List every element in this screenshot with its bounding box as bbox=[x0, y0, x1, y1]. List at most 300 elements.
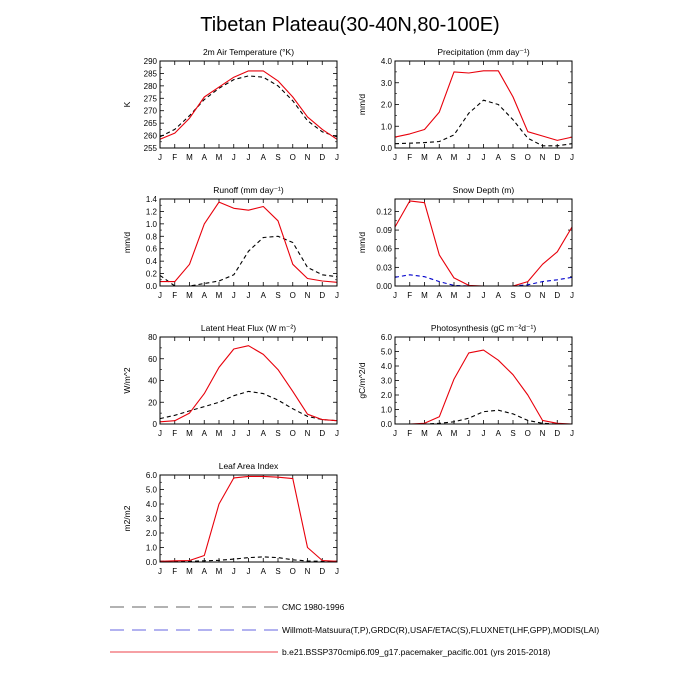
y-tick-label: 0 bbox=[152, 420, 157, 429]
y-tick-label: 0.00 bbox=[376, 282, 392, 291]
y-tick-label: 2.0 bbox=[380, 100, 392, 110]
x-tick-label: O bbox=[289, 567, 296, 576]
data-point bbox=[527, 394, 529, 396]
x-tick-label: M bbox=[215, 567, 223, 576]
x-tick-label: D bbox=[319, 567, 326, 576]
x-tick-label: A bbox=[495, 429, 501, 438]
data-point bbox=[556, 145, 558, 147]
data-point bbox=[409, 133, 411, 135]
data-point bbox=[483, 99, 485, 101]
x-tick-label: A bbox=[260, 153, 266, 162]
data-point bbox=[438, 416, 440, 418]
data-point bbox=[438, 254, 440, 256]
data-point bbox=[203, 555, 205, 557]
y-tick-label: 0.8 bbox=[145, 232, 157, 242]
x-tick-label: J bbox=[246, 429, 251, 438]
x-tick-label: M bbox=[450, 153, 458, 162]
data-point bbox=[203, 283, 205, 285]
data-point bbox=[512, 413, 514, 415]
data-point bbox=[321, 131, 323, 133]
data-point bbox=[307, 116, 309, 118]
x-tick-label: N bbox=[304, 567, 311, 576]
x-tick-label: N bbox=[304, 153, 311, 162]
data-point bbox=[277, 85, 279, 87]
data-point bbox=[512, 374, 514, 376]
x-tick-label: M bbox=[421, 429, 428, 438]
y-tick-label: 20 bbox=[148, 398, 157, 408]
data-point bbox=[292, 242, 294, 244]
plot-frame bbox=[160, 337, 337, 424]
data-point bbox=[424, 129, 426, 131]
x-tick-label: A bbox=[436, 429, 442, 438]
x-tick-label: J bbox=[393, 291, 397, 300]
chart-panel bbox=[122, 323, 339, 438]
x-tick-label: D bbox=[554, 429, 561, 438]
chart-panel bbox=[122, 461, 339, 576]
data-point bbox=[218, 367, 220, 369]
data-point bbox=[277, 399, 279, 401]
x-tick-label: J bbox=[570, 291, 574, 300]
y-tick-label: 3.0 bbox=[380, 376, 392, 386]
y-tick-label: 3.0 bbox=[145, 514, 157, 524]
data-point bbox=[468, 112, 470, 114]
y-tick-label: 1.0 bbox=[145, 543, 157, 553]
data-point bbox=[262, 556, 264, 558]
y-tick-label: 0.0 bbox=[145, 282, 157, 291]
data-point bbox=[262, 70, 264, 72]
data-point bbox=[189, 117, 191, 119]
data-point bbox=[556, 279, 558, 281]
data-point bbox=[453, 71, 455, 73]
x-tick-label: F bbox=[407, 291, 413, 300]
x-tick-label: D bbox=[554, 153, 561, 162]
x-tick-label: N bbox=[539, 429, 546, 438]
data-point bbox=[262, 237, 264, 239]
data-point bbox=[277, 369, 279, 371]
x-tick-label: F bbox=[172, 291, 178, 300]
y-tick-label: 6.0 bbox=[380, 333, 392, 342]
x-tick-label: J bbox=[231, 291, 236, 300]
data-point bbox=[556, 139, 558, 141]
y-tick-label: 40 bbox=[148, 376, 157, 386]
x-tick-label: A bbox=[436, 153, 442, 162]
data-point bbox=[233, 477, 235, 479]
series-line bbox=[160, 76, 337, 137]
y-tick-label: 0.12 bbox=[376, 207, 392, 217]
data-point bbox=[189, 560, 191, 562]
data-point bbox=[321, 280, 323, 282]
x-tick-label: D bbox=[319, 429, 326, 438]
y-tick-label: 4.0 bbox=[380, 362, 392, 371]
data-point bbox=[542, 135, 544, 137]
data-point bbox=[512, 119, 514, 121]
data-point bbox=[483, 349, 485, 351]
data-point bbox=[218, 503, 220, 505]
data-point bbox=[468, 417, 470, 419]
data-point bbox=[307, 120, 309, 122]
y-tick-label: 6.0 bbox=[145, 471, 157, 480]
plot-frame bbox=[160, 199, 337, 286]
x-tick-label: A bbox=[436, 291, 442, 300]
x-tick-label: M bbox=[215, 291, 223, 300]
legend-label: CMC 1980-1996 bbox=[282, 602, 345, 612]
x-tick-label: J bbox=[570, 153, 574, 162]
y-axis-label: W/m^2 bbox=[122, 367, 132, 394]
data-point bbox=[307, 413, 309, 415]
y-tick-label: 1.2 bbox=[145, 207, 157, 217]
data-point bbox=[542, 263, 544, 265]
y-tick-label: 80 bbox=[148, 333, 157, 342]
data-point bbox=[453, 134, 455, 136]
data-point bbox=[233, 274, 235, 276]
data-point bbox=[203, 96, 205, 98]
data-point bbox=[483, 70, 485, 72]
data-point bbox=[424, 202, 426, 204]
panel-title: Snow Depth (m) bbox=[452, 185, 515, 195]
x-tick-label: J bbox=[231, 153, 236, 162]
data-point bbox=[189, 115, 191, 117]
x-tick-label: J bbox=[231, 429, 236, 438]
data-point bbox=[233, 395, 235, 397]
x-tick-label: J bbox=[246, 153, 251, 162]
data-point bbox=[542, 419, 544, 421]
x-tick-label: D bbox=[319, 153, 326, 162]
data-point bbox=[248, 476, 250, 478]
y-tick-label: 1.0 bbox=[380, 405, 392, 415]
series-line bbox=[160, 476, 337, 561]
y-tick-label: 2.0 bbox=[380, 391, 392, 400]
y-tick-label: 275 bbox=[143, 94, 157, 104]
data-point bbox=[497, 359, 499, 361]
x-tick-label: O bbox=[524, 429, 531, 438]
x-tick-label: J bbox=[481, 153, 486, 162]
plot-frame bbox=[395, 61, 572, 148]
series-line bbox=[160, 71, 337, 139]
x-tick-label: J bbox=[158, 567, 162, 576]
data-point bbox=[277, 220, 279, 222]
data-point bbox=[233, 76, 235, 78]
data-point bbox=[233, 207, 235, 209]
x-tick-label: S bbox=[275, 429, 281, 438]
data-point bbox=[248, 345, 250, 347]
x-tick-label: N bbox=[539, 153, 546, 162]
chart-panel bbox=[122, 47, 339, 162]
data-point bbox=[277, 235, 279, 237]
x-tick-label: M bbox=[215, 153, 223, 162]
data-point bbox=[174, 132, 176, 134]
plot-frame bbox=[160, 61, 337, 148]
data-point bbox=[248, 75, 250, 77]
data-point bbox=[292, 478, 294, 480]
x-tick-label: N bbox=[304, 291, 311, 300]
x-tick-label: J bbox=[393, 153, 397, 162]
x-tick-label: A bbox=[201, 291, 207, 300]
x-tick-label: J bbox=[158, 153, 162, 162]
data-point bbox=[248, 70, 250, 72]
data-point bbox=[248, 209, 250, 211]
data-point bbox=[438, 111, 440, 113]
y-tick-label: 0.03 bbox=[376, 263, 392, 273]
data-point bbox=[174, 420, 176, 422]
x-tick-label: M bbox=[450, 429, 458, 438]
x-tick-label: J bbox=[466, 291, 471, 300]
x-tick-label: S bbox=[275, 291, 281, 300]
x-tick-label: M bbox=[450, 291, 458, 300]
y-tick-label: 0.09 bbox=[376, 226, 392, 236]
x-tick-label: J bbox=[158, 291, 162, 300]
data-point bbox=[453, 277, 455, 279]
x-tick-label: A bbox=[260, 567, 266, 576]
series-line bbox=[395, 201, 572, 286]
data-point bbox=[292, 390, 294, 392]
y-axis-label: mm/d bbox=[357, 231, 367, 254]
data-point bbox=[262, 476, 264, 478]
data-point bbox=[307, 278, 309, 280]
data-point bbox=[174, 560, 176, 562]
data-point bbox=[262, 76, 264, 78]
data-point bbox=[233, 558, 235, 560]
x-tick-label: J bbox=[335, 291, 339, 300]
y-tick-label: 4.0 bbox=[380, 57, 392, 66]
data-point bbox=[292, 100, 294, 102]
x-tick-label: F bbox=[172, 567, 178, 576]
panel-title: Precipitation (mm day⁻¹) bbox=[437, 47, 530, 57]
x-tick-label: J bbox=[335, 429, 339, 438]
y-tick-label: 0.0 bbox=[380, 144, 392, 153]
series-line bbox=[395, 71, 572, 141]
y-tick-label: 255 bbox=[143, 144, 157, 153]
data-point bbox=[218, 401, 220, 403]
y-tick-label: 0.4 bbox=[145, 257, 157, 267]
x-tick-label: N bbox=[304, 429, 311, 438]
x-tick-label: S bbox=[510, 291, 516, 300]
data-point bbox=[277, 476, 279, 478]
series-line bbox=[160, 391, 337, 420]
panel-title: Leaf Area Index bbox=[218, 461, 279, 471]
data-point bbox=[292, 559, 294, 561]
series-line bbox=[395, 350, 572, 424]
panel-title: Latent Heat Flux (W m⁻²) bbox=[200, 323, 297, 333]
x-tick-label: M bbox=[186, 429, 193, 438]
x-tick-label: J bbox=[158, 429, 162, 438]
x-tick-label: A bbox=[260, 291, 266, 300]
y-tick-label: 3.0 bbox=[380, 78, 392, 88]
y-tick-label: 285 bbox=[143, 69, 157, 79]
data-point bbox=[527, 137, 529, 139]
x-tick-label: M bbox=[421, 291, 428, 300]
data-point bbox=[527, 281, 529, 283]
y-tick-label: 0.0 bbox=[145, 558, 157, 567]
x-tick-label: M bbox=[186, 153, 193, 162]
x-tick-label: D bbox=[319, 291, 326, 300]
data-point bbox=[203, 560, 205, 562]
y-tick-label: 5.0 bbox=[380, 347, 392, 357]
data-point bbox=[307, 547, 309, 549]
x-tick-label: S bbox=[510, 429, 516, 438]
x-tick-label: O bbox=[289, 291, 296, 300]
data-point bbox=[527, 131, 529, 133]
panels bbox=[122, 47, 574, 576]
chart-panel bbox=[357, 47, 574, 162]
y-axis-label: K bbox=[122, 101, 132, 108]
data-point bbox=[248, 557, 250, 559]
y-tick-label: 1.0 bbox=[145, 219, 157, 229]
plot-frame bbox=[395, 199, 572, 286]
x-tick-label: F bbox=[172, 153, 178, 162]
data-point bbox=[453, 421, 455, 423]
data-point bbox=[262, 393, 264, 395]
y-axis-label: mm/d bbox=[357, 93, 367, 116]
chart-panel bbox=[357, 323, 574, 438]
y-tick-label: 280 bbox=[143, 81, 157, 91]
y-tick-label: 5.0 bbox=[145, 485, 157, 495]
legend-label: b.e21.BSSP370cmip6.f09_g17.pacemaker_pacific.001 (yrs 2015-2018) bbox=[282, 647, 551, 657]
data-point bbox=[248, 250, 250, 252]
data-point bbox=[321, 560, 323, 562]
y-tick-label: 270 bbox=[143, 106, 157, 116]
data-point bbox=[203, 223, 205, 225]
data-point bbox=[542, 281, 544, 283]
data-point bbox=[527, 284, 529, 286]
x-tick-label: M bbox=[421, 153, 428, 162]
data-point bbox=[556, 251, 558, 253]
x-tick-label: A bbox=[260, 429, 266, 438]
data-point bbox=[497, 104, 499, 106]
x-tick-label: J bbox=[481, 291, 486, 300]
x-tick-label: S bbox=[275, 567, 281, 576]
data-point bbox=[424, 276, 426, 278]
series-line bbox=[160, 346, 337, 422]
x-tick-label: O bbox=[289, 153, 296, 162]
data-point bbox=[262, 354, 264, 356]
data-point bbox=[248, 390, 250, 392]
data-point bbox=[468, 352, 470, 354]
data-point bbox=[409, 274, 411, 276]
data-point bbox=[218, 86, 220, 88]
series-line bbox=[160, 202, 337, 282]
data-point bbox=[292, 408, 294, 410]
y-tick-label: 290 bbox=[143, 57, 157, 66]
y-tick-label: 0.0 bbox=[380, 420, 392, 429]
y-tick-label: 2.0 bbox=[145, 529, 157, 538]
panel-title: Runoff (mm day⁻¹) bbox=[213, 185, 284, 195]
data-point bbox=[321, 419, 323, 421]
data-point bbox=[542, 145, 544, 147]
data-point bbox=[189, 263, 191, 265]
data-point bbox=[174, 281, 176, 283]
x-tick-label: D bbox=[554, 291, 561, 300]
x-tick-label: N bbox=[539, 291, 546, 300]
x-tick-label: A bbox=[201, 567, 207, 576]
y-tick-label: 4.0 bbox=[145, 500, 157, 509]
data-point bbox=[218, 280, 220, 282]
y-tick-label: 1.4 bbox=[145, 195, 157, 204]
data-point bbox=[203, 393, 205, 395]
data-point bbox=[438, 281, 440, 283]
x-tick-label: A bbox=[495, 291, 501, 300]
x-tick-label: F bbox=[407, 153, 413, 162]
data-point bbox=[497, 70, 499, 72]
x-tick-label: J bbox=[466, 429, 471, 438]
x-tick-label: M bbox=[186, 291, 193, 300]
chart-panel bbox=[122, 185, 339, 300]
chart-panel bbox=[357, 185, 574, 300]
data-point bbox=[438, 141, 440, 143]
data-point bbox=[292, 263, 294, 265]
y-axis-label: mm/d bbox=[122, 231, 132, 254]
data-point bbox=[321, 274, 323, 276]
x-tick-label: J bbox=[231, 567, 236, 576]
y-tick-label: 260 bbox=[143, 131, 157, 141]
data-point bbox=[218, 201, 220, 203]
data-point bbox=[453, 378, 455, 380]
y-tick-label: 0.06 bbox=[376, 244, 392, 254]
data-point bbox=[218, 559, 220, 561]
data-point bbox=[409, 142, 411, 144]
x-tick-label: J bbox=[335, 153, 339, 162]
x-tick-label: S bbox=[510, 153, 516, 162]
x-tick-label: J bbox=[335, 567, 339, 576]
data-point bbox=[277, 557, 279, 559]
y-tick-label: 1.0 bbox=[380, 122, 392, 132]
x-tick-label: A bbox=[201, 153, 207, 162]
data-point bbox=[307, 415, 309, 417]
x-tick-label: A bbox=[495, 153, 501, 162]
data-point bbox=[203, 406, 205, 408]
data-point bbox=[424, 142, 426, 144]
data-point bbox=[307, 266, 309, 268]
y-tick-label: 60 bbox=[148, 354, 157, 364]
data-point bbox=[409, 200, 411, 202]
x-tick-label: J bbox=[246, 291, 251, 300]
data-point bbox=[233, 348, 235, 350]
x-tick-label: F bbox=[407, 429, 413, 438]
data-point bbox=[512, 96, 514, 98]
data-point bbox=[483, 411, 485, 413]
data-point bbox=[321, 128, 323, 130]
x-tick-label: M bbox=[215, 429, 223, 438]
data-point bbox=[174, 414, 176, 416]
figure-title: Tibetan Plateau(30-40N,80-100E) bbox=[200, 14, 500, 36]
data-point bbox=[277, 80, 279, 82]
y-axis-label: gC/m^2/d bbox=[357, 362, 367, 399]
x-tick-label: O bbox=[289, 429, 296, 438]
panel-title: Photosynthesis (gC m⁻²d⁻¹) bbox=[430, 323, 537, 333]
data-point bbox=[468, 72, 470, 74]
x-tick-label: M bbox=[186, 567, 193, 576]
y-tick-label: 0.6 bbox=[145, 244, 157, 254]
x-tick-label: A bbox=[201, 429, 207, 438]
plot-frame bbox=[160, 475, 337, 562]
data-point bbox=[262, 206, 264, 208]
x-tick-label: J bbox=[481, 429, 486, 438]
data-point bbox=[292, 96, 294, 98]
x-tick-label: O bbox=[524, 153, 531, 162]
legend-label: Willmott-Matsuura(T,P),GRDC(R),USAF/ETAC(S),FLUXNET(LHF,GPP),MODIS(LAI) bbox=[282, 625, 600, 635]
data-point bbox=[497, 409, 499, 411]
series-line bbox=[395, 100, 572, 146]
data-point bbox=[527, 419, 529, 421]
y-tick-label: 265 bbox=[143, 119, 157, 129]
x-tick-label: J bbox=[570, 429, 574, 438]
x-tick-label: J bbox=[246, 567, 251, 576]
data-point bbox=[233, 79, 235, 81]
x-tick-label: O bbox=[524, 291, 531, 300]
y-tick-label: 0.2 bbox=[145, 269, 157, 279]
panel-title: 2m Air Temperature (°K) bbox=[202, 47, 295, 57]
y-axis-label: m2/m2 bbox=[122, 505, 132, 532]
x-tick-label: S bbox=[275, 153, 281, 162]
